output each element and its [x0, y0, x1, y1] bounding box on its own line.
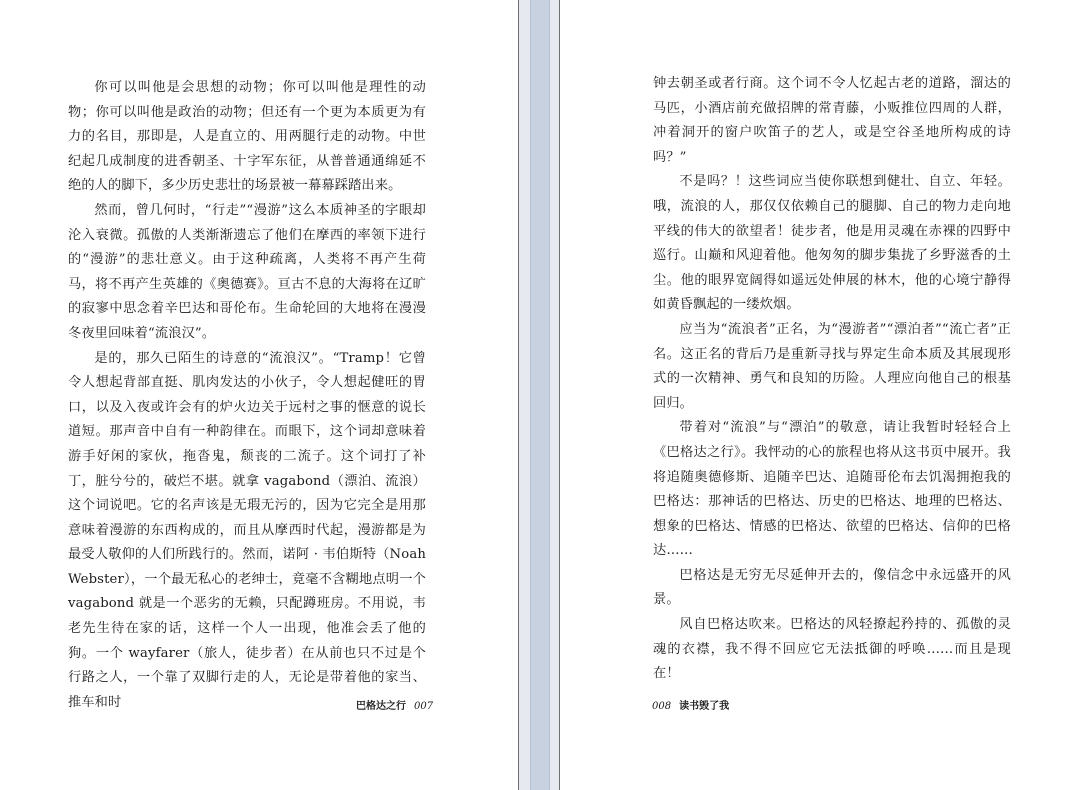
page-number: 008	[652, 701, 672, 712]
running-title: 巴格达之行	[356, 701, 406, 712]
paragraph: 然而，曾几何时，“行走”“漫游”这么本质神圣的字眼却沦入衰微。孤傲的人类渐渐遗忘了他们在摩西的率领下进行的“漫游”的悲壮意义。由于这种疏离，人类将不再产生荷马，将不再产生英雄的《奥德赛》。亘古不息的大海将在辽旷的寂寥中思念着辛巴达和哥伦布。生命轮回的大地将在漫漫冬夜里回味着“流浪汉”。	[68, 202, 426, 341]
left-page	[0, 0, 519, 790]
paragraph: 带着对“流浪”与“漂泊”的敬意，请让我暂时轻轻合上《巴格达之行》。我怦动的心的旅程也将从这书页中展开。我将追随奥德修斯、追随辛巴达、追随哥伦布去饥渴拥抱我的巴格达：那神话的巴格达、历史的巴格达、地理的巴格达、想象的巴格达、情感的巴格达、欲望的巴格达、信仰的巴格达……	[653, 420, 1011, 559]
running-title: 读书毁了我	[679, 701, 730, 712]
right-page	[560, 0, 1082, 790]
paragraph: 应当为“流浪者”正名，为“漫游者”“漂泊者”“流亡者”正名。这正名的背后乃是重新寻找与界定生命本质及其展现形式的一次精神、勇气和良知的历险。人理应向他自己的根基回归。	[653, 321, 1011, 411]
paragraph: 你可以叫他是会思想的动物；你可以叫他是理性的动物；你可以叫他是政治的动物；但还有一个更为本质更为有力的名目，那即是，人是直立的、用两腿行走的动物。中世纪起几成制度的进香朝圣、十字军东征，从普普通通绵延不绝的人的脚下，多少历史悲壮的场景被一幕幕踩踏出来。	[68, 80, 426, 194]
paragraph: 风自巴格达吹来。巴格达的风轻撩起矜持的、孤傲的灵魂的衣襟，我不得不回应它无法抵御的呼唤……而且是现在！	[653, 617, 1011, 682]
scrollbar-track[interactable]	[530, 0, 550, 790]
left-page-footer	[356, 700, 433, 714]
right-page-footer	[652, 700, 729, 714]
paragraph-continued: 钟去朝圣或者行商。这个词不令人忆起古老的道路，溜达的马匹，小酒店前充做招牌的常青藤，小贩推位四周的人群，冲着洞开的窗户吹笛子的艺人，或是空谷圣地所构成的诗吗？”	[653, 76, 1011, 165]
page-number: 007	[414, 701, 434, 712]
paragraph: 巴格达是无穷无尽延伸开去的，像信念中永远盛开的风景。	[653, 567, 1011, 608]
right-page-text	[653, 72, 1011, 687]
paragraph: 不是吗？！这些词应当使你联想到健壮、自立、年轻。哦，流浪的人，那仅仅依赖自己的腿脚、自己的物力走向地平线的伟大的欲望者！徒步者，他是用灵魂在赤裸的四野中巡行。山巅和风迎着他。他匆匆的脚步集拢了乡野滋香的土尘。他的眼界宽阔得如遥远处伸展的林木，他的心境宁静得如黄昏飘起的一缕炊烟。	[653, 174, 1011, 313]
paragraph: 是的，那久已陌生的诗意的“流浪汉”。“Tramp！它曾令人想起背部直挺、肌肉发达的小伙子，令人想起健旺的胃口，以及入夜或许会有的炉火边关于远村之事的惬意的说长道短。那声音中自有一种韵律在。而眼下，这个词却意味着游手好闲的家伙，拖沓鬼，颓丧的二流子。这个词打了补丁，脏兮兮的，破烂不堪。就拿 vagabond（漂泊、流浪）这个词说吧。它的名声该是无瑕无污的，因为它完全是用那意味着漫游的东西构成的，而且从摩西时代起，漫游都是为最受人敬仰的人们所践行的。然而，诺阿 · 韦伯斯特（Noah Webster），一个最无私心的老绅士，竟毫不含糊地点明一个 vagabond 就是一个恶劣的无赖，只配蹲班房。不用说，韦老先生待在家的话，这样一个人一出现，他准会丢了他的狗。一个 wayfarer（旅人，徒步者）在从前也只不过是个行路之人，一个靠了双脚行走的人，无论是带着他的家当、推车和时	[68, 350, 426, 710]
left-page-text	[68, 76, 426, 715]
